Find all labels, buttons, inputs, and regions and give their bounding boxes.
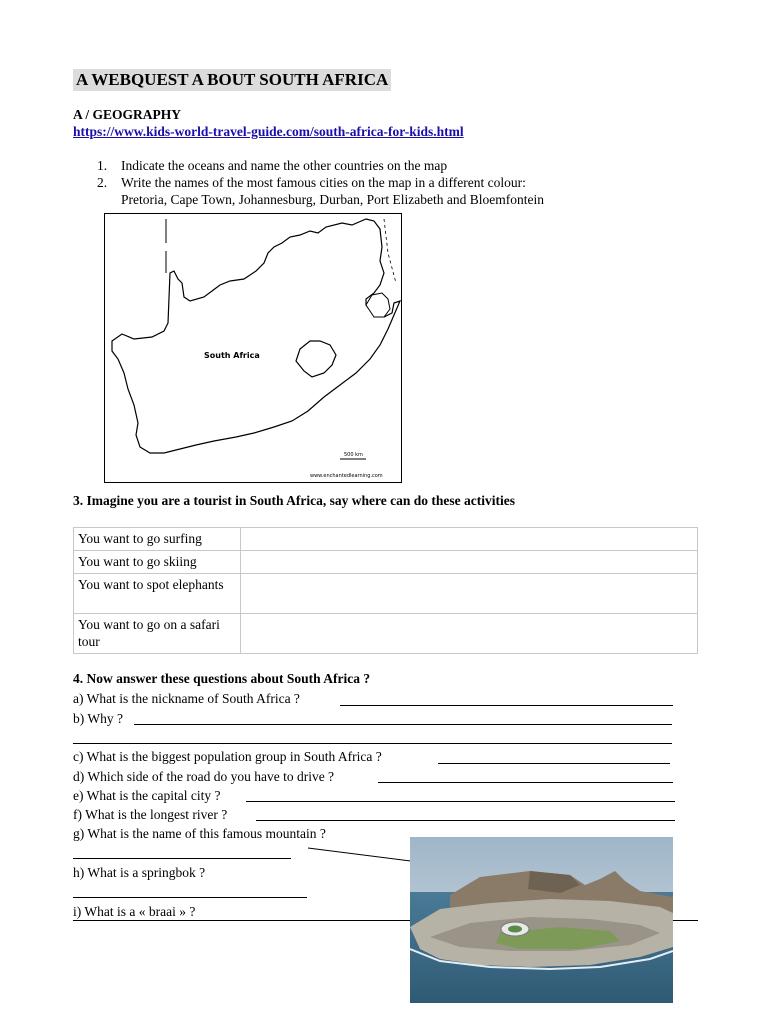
south-africa-map bbox=[104, 213, 402, 483]
question-b: b) Why ? bbox=[73, 711, 123, 726]
geography-link[interactable]: https://www.kids-world-travel-guide.com/south-africa-for-kids.html bbox=[73, 124, 464, 139]
scale-label: 500 km bbox=[344, 452, 363, 458]
activity-question: You want to go surfing bbox=[74, 528, 241, 551]
page-title: A WEBQUEST A BOUT SOUTH AFRICA bbox=[73, 69, 391, 91]
map-country-label: South Africa bbox=[204, 351, 260, 360]
activity-question: You want to spot elephants bbox=[74, 574, 241, 614]
question-i: i) What is a « braai » ? bbox=[73, 904, 196, 919]
answer-line-f[interactable] bbox=[256, 820, 675, 821]
answer-line-a[interactable] bbox=[340, 705, 673, 706]
activity-question: You want to go on a safari tour bbox=[74, 614, 241, 654]
instruction-1 bbox=[97, 157, 447, 174]
answer-line-b[interactable] bbox=[134, 724, 672, 725]
answer-line-c[interactable] bbox=[438, 763, 670, 764]
table-row bbox=[74, 528, 698, 551]
answer-line-h[interactable] bbox=[73, 897, 307, 898]
question-h: h) What is a springbok ? bbox=[73, 865, 206, 880]
question-e: e) What is the capital city ? bbox=[73, 788, 221, 803]
activity-answer-cell[interactable] bbox=[241, 574, 698, 614]
answer-line-e[interactable] bbox=[246, 801, 675, 802]
question-d: d) Which side of the road do you have to drive ? bbox=[73, 769, 335, 784]
activities-heading: 3. Imagine you are a tourist in South Africa, say where can do these activities bbox=[73, 493, 515, 508]
question-g: g) What is the name of this famous mountain ? bbox=[73, 826, 326, 841]
cape-town-image bbox=[410, 837, 673, 1003]
answer-line-b2[interactable] bbox=[73, 743, 672, 744]
instruction-text: Indicate the oceans and name the other countries on the map bbox=[121, 158, 448, 173]
map-outline bbox=[104, 213, 402, 483]
map-credit: www.enchantedlearning.com bbox=[310, 473, 383, 479]
instruction-2 bbox=[97, 174, 526, 191]
instruction-number: 2. bbox=[97, 175, 108, 190]
answer-line-g[interactable] bbox=[73, 858, 291, 859]
questions-heading: 4. Now answer these questions about South Africa ? bbox=[73, 671, 371, 686]
activities-table bbox=[73, 527, 698, 654]
activity-answer-cell[interactable] bbox=[241, 528, 698, 551]
instruction-text: Write the names of the most famous cities on the map in a different colour: bbox=[121, 175, 526, 190]
table-row bbox=[74, 614, 698, 654]
geography-heading: A / GEOGRAPHY bbox=[73, 107, 182, 122]
question-a: a) What is the nickname of South Africa ? bbox=[73, 691, 300, 706]
activity-question: You want to go skiing bbox=[74, 551, 241, 574]
table-row bbox=[74, 574, 698, 614]
instruction-number: 1. bbox=[97, 158, 108, 173]
question-c: c) What is the biggest population group in South Africa ? bbox=[73, 749, 382, 764]
question-f: f) What is the longest river ? bbox=[73, 807, 228, 822]
table-row bbox=[74, 551, 698, 574]
answer-line-d[interactable] bbox=[378, 782, 673, 783]
table-mountain-photo bbox=[410, 837, 673, 1003]
cities-list: Pretoria, Cape Town, Johannesburg, Durban, Port Elizabeth and Bloemfontein bbox=[121, 192, 544, 207]
activity-answer-cell[interactable] bbox=[241, 551, 698, 574]
activity-answer-cell[interactable] bbox=[241, 614, 698, 654]
